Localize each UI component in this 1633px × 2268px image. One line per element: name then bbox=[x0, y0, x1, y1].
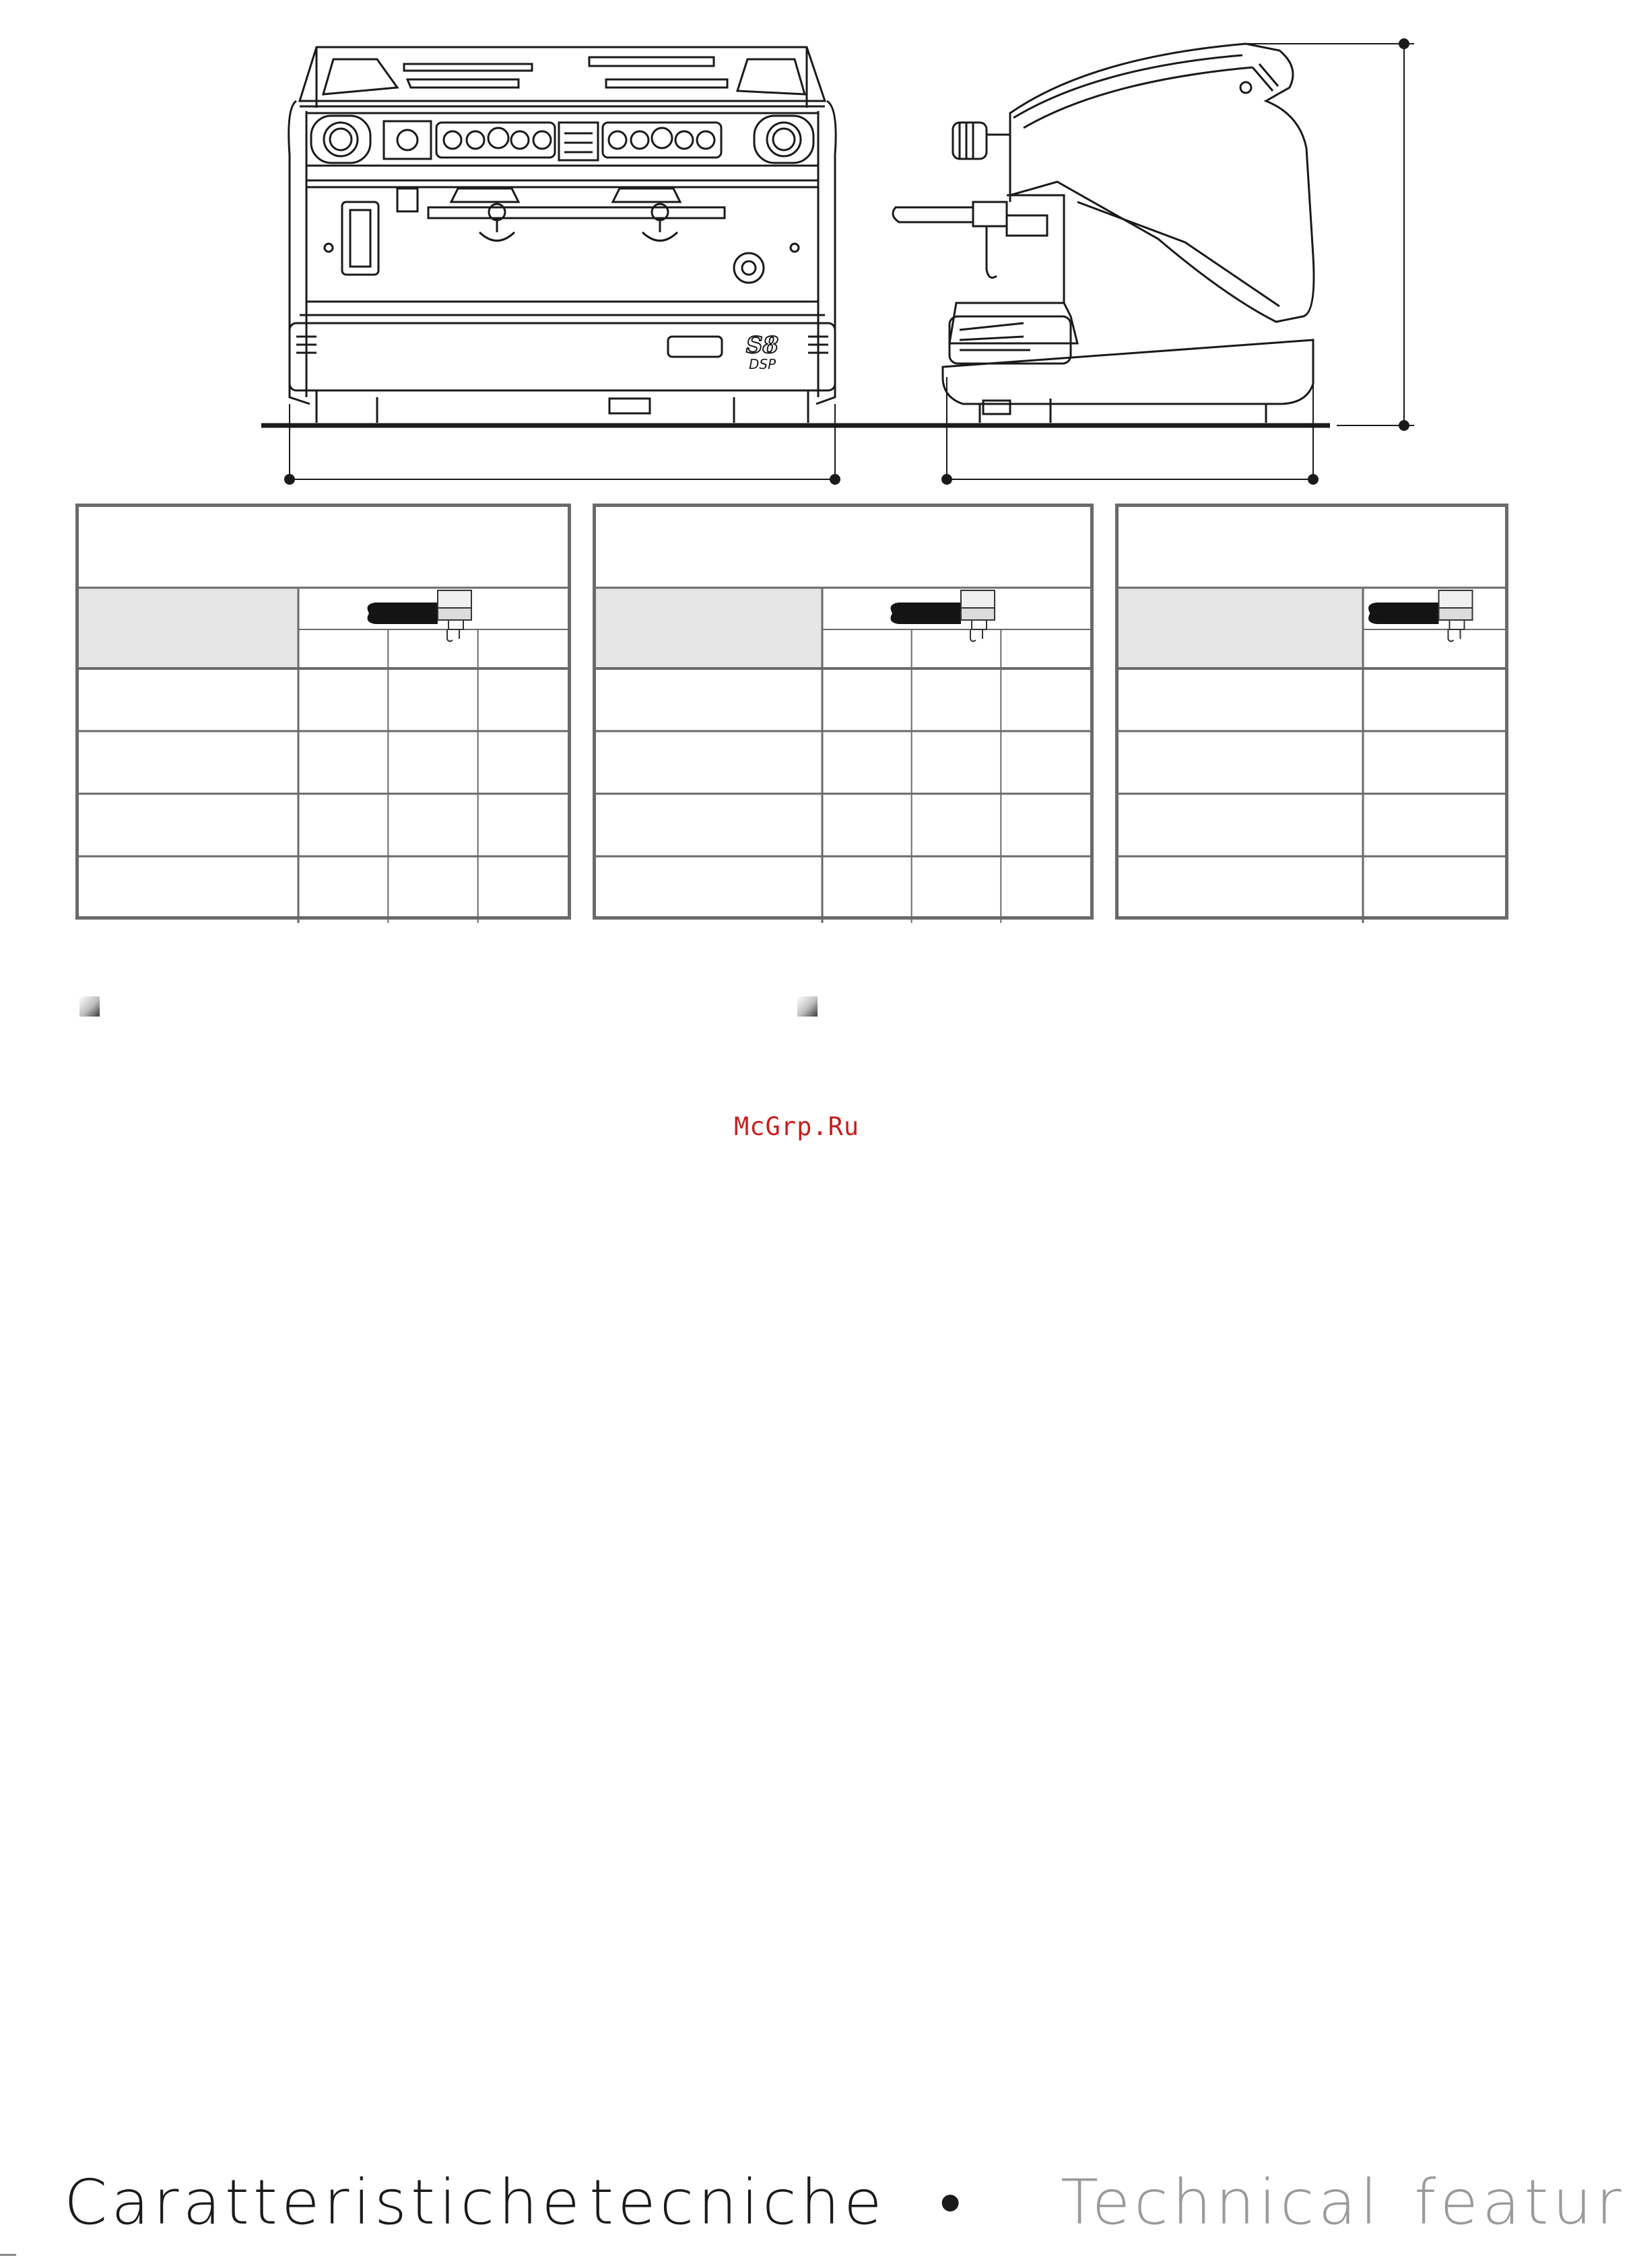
depth-dimension bbox=[942, 377, 1318, 485]
footer-separator: • bbox=[939, 2166, 966, 2238]
middle-spec-table-grid bbox=[596, 507, 1090, 916]
badge-model: S8 bbox=[746, 332, 779, 359]
note-marker-left bbox=[79, 996, 100, 1017]
portafilter-icon bbox=[891, 590, 995, 642]
header-label-cell bbox=[1119, 588, 1363, 668]
footer-italian-word-1: Caratteristiche bbox=[64, 2166, 585, 2238]
left-spec-table-grid bbox=[79, 507, 568, 916]
watermark: McGrp.Ru bbox=[734, 1112, 860, 1141]
left-spec-table bbox=[75, 504, 571, 920]
badge-variant: DSP bbox=[749, 356, 776, 372]
header-label-cell bbox=[596, 588, 822, 668]
footer-english-word-1: Technical bbox=[1061, 2166, 1382, 2238]
footer-english-word-2: featur bbox=[1414, 2166, 1626, 2238]
header-label-cell bbox=[79, 588, 298, 668]
middle-spec-table bbox=[593, 504, 1094, 920]
portafilter-icon bbox=[1368, 590, 1472, 642]
footer-italian-word-2: tecniche bbox=[589, 2166, 886, 2238]
note-marker-right bbox=[797, 996, 818, 1017]
corner-mark bbox=[0, 2254, 16, 2256]
portafilter-icon bbox=[368, 590, 471, 642]
right-spec-table bbox=[1115, 504, 1508, 920]
width-dimension bbox=[285, 404, 840, 485]
side-view bbox=[893, 44, 1314, 423]
right-spec-table-grid bbox=[1119, 507, 1505, 916]
espresso-machine-drawing bbox=[0, 0, 1603, 512]
